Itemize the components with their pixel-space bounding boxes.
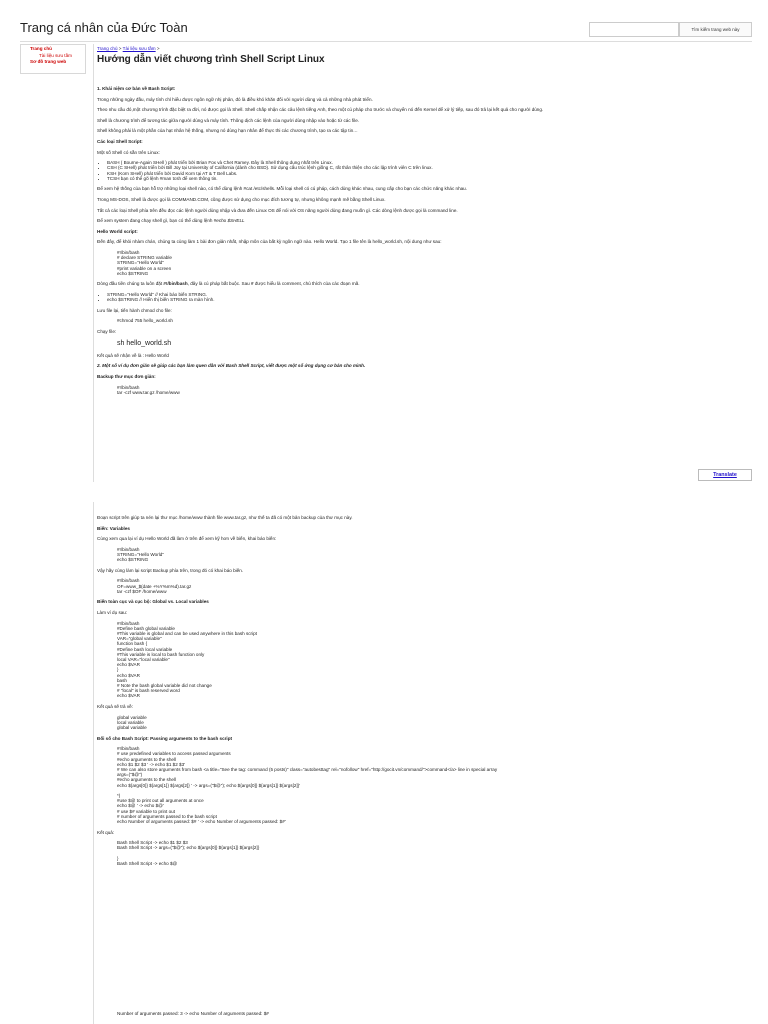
inline-code: # bbox=[251, 281, 254, 287]
code-line: Bash Shell Script -> echo $1 $2 $3 bbox=[117, 840, 188, 846]
code-line: global variable bbox=[117, 725, 147, 730]
code-line: echo $VAR bbox=[117, 672, 140, 678]
code-line: #Define bash local variable bbox=[117, 646, 173, 652]
code-line: # We can also store arguments from bash <a title="See the tag: command (5 posts)" class="autobesttag" rel="nofollow" href="http://gocit.vn/command/">command</a> line in special array bbox=[117, 767, 498, 772]
translate-button[interactable]: Translate bbox=[698, 469, 752, 481]
code-line: *) bbox=[117, 793, 121, 799]
code-block-backup2 bbox=[97, 578, 757, 594]
code-line: #!/bin/bash bbox=[117, 620, 140, 626]
code-block-scope-output bbox=[97, 715, 757, 731]
code-line: args=("$@") bbox=[117, 772, 143, 778]
paragraph: Kết quả sẽ trả về: bbox=[97, 704, 134, 709]
breadcrumb-separator: > bbox=[117, 46, 123, 51]
paragraph bbox=[97, 218, 757, 223]
paragraph: Đến đây, để khỏi nhàm chán, chúng ta cùng làm 1 bài đơn giản nhất, nhập môn của bất kỳ ngôn ngữ nào. Hello World. Tạo 1 file tên là hello_world.sh, nội dung như sau: bbox=[97, 239, 442, 245]
code-line: } bbox=[117, 855, 119, 861]
code-line: #!/bin/bash bbox=[117, 249, 140, 255]
code-block-scope bbox=[97, 621, 757, 699]
site-header bbox=[0, 0, 768, 44]
code-line: } bbox=[117, 667, 119, 673]
code-line: # use predefined variables to access passed arguments bbox=[117, 751, 231, 757]
breadcrumb-home-link[interactable]: Trang chủ bbox=[97, 46, 118, 51]
code-block-last: Number of arguments passed: 3 -> echo Number of arguments passed: $# bbox=[117, 1011, 269, 1016]
code-block-vars bbox=[97, 547, 757, 563]
code-line: #!/bin/bash bbox=[117, 546, 140, 552]
code-line: echo Number of arguments passed: $# ' -> echo Number of arguments passed: $#' bbox=[117, 819, 286, 825]
paragraph: Trong MS-DOS, Shell là được gọi là COMMAND.COM, cũng được sử dụng cho mục đích tương tự, nhưng không mạnh mẽ bằng Shell Linux. bbox=[97, 196, 386, 202]
shell-list bbox=[97, 160, 757, 181]
code-line: OF=www_$(date +%Y%m%d).tar.gz bbox=[117, 583, 192, 589]
code-line: # "local" is bash reserved word bbox=[117, 688, 180, 694]
code-line: echo $STRING bbox=[117, 557, 149, 563]
code-line: STRING="Hello World" bbox=[117, 260, 164, 266]
paragraph: Kết quả sẽ nhận về là : Hello World bbox=[97, 352, 169, 358]
code-line: bash bbox=[117, 677, 127, 683]
code-line: Bash Shell Script -> args=("$@"); echo ${args[0]} ${args[1]} ${args[2]} bbox=[117, 845, 260, 851]
article-body-part2 bbox=[97, 515, 757, 872]
section-heading: Đối số cho Bash Script: Passing arguments to the bash script bbox=[97, 735, 233, 741]
code-line: echo $1 $2 $3 ' -> echo $1 $2 $3' bbox=[117, 761, 186, 767]
sidebar-item-documents[interactable]: Tài liệu sưu tầm bbox=[39, 52, 72, 58]
paragraph-text: Dòng đầu tiên chúng ta luôn đặt bbox=[97, 281, 164, 287]
code-line: echo $VAR bbox=[117, 662, 140, 668]
code-line: echo ${args[0]} ${args[1]} ${args[2]} ' -> args=("$@"); echo ${args[0]} ${args[1]} ${args[2]}' bbox=[117, 782, 301, 788]
sidebar-nav bbox=[20, 44, 86, 74]
code-line: # number of arguments passed to the bash script bbox=[117, 813, 217, 819]
paragraph-text: , đây là cú pháp bắt buộc. Sau bbox=[187, 281, 251, 287]
article-body-tail bbox=[97, 1011, 757, 1022]
search-button[interactable]: Tìm kiếm trang web này bbox=[679, 22, 752, 37]
list-item: • CSH (C SHell) phát triển bởi Bill Joy tại University of California (dành cho BSD). Sử dụng cấu trúc lệnh giống C, rất thân thiện cho các lập trình viên C trên linux. bbox=[107, 165, 757, 170]
code-block-backup bbox=[97, 385, 757, 395]
code-line: echo $STRING bbox=[117, 270, 149, 276]
code-line: #echo arguments to the shell bbox=[117, 777, 176, 783]
paragraph: Cùng xem qua lại ví dụ Hello World đã làm ở trên để xem kỹ hơn về biến, khai báo biến: bbox=[97, 536, 277, 542]
code-line: #print variable on a screen bbox=[117, 265, 172, 271]
content-divider-bottom bbox=[93, 502, 94, 1024]
code-line: global variable bbox=[117, 714, 147, 720]
list-item: • STRING="Hello World" // Khai báo biến STRING. bbox=[107, 292, 757, 297]
list-item: • BASH ( Bourne-Again SHell ) phát triển bởi Brian Fox và Chet Ramey. Đây là Shell thông dụng nhất trên Linux. bbox=[107, 160, 757, 165]
section-heading: Backup thư mục đơn giản: bbox=[97, 374, 156, 380]
code-line: VAR="global variable" bbox=[117, 636, 162, 642]
paragraph: Làm ví dụ sau: bbox=[97, 609, 128, 615]
code-line: local VAR="local variable" bbox=[117, 656, 170, 662]
search-input[interactable] bbox=[589, 22, 679, 37]
code-block-args bbox=[97, 746, 757, 824]
breadcrumb-separator: > bbox=[155, 46, 160, 51]
code-line: echo $@ ' -> echo $@' bbox=[117, 803, 164, 809]
code-line: # use $# variable to print out bbox=[117, 808, 175, 814]
paragraph: Đoạn script trên giúp ta nén lại thư mục /home/www thành file www.tar.gz, như thế ta đã có một bản backup của thư mục này. bbox=[97, 515, 353, 520]
code-line: STRING="Hello World" bbox=[117, 551, 164, 557]
section-heading: 1. Khái niệm cơ bản về Bash Script: bbox=[97, 86, 176, 91]
code-line: #Define bash global variable bbox=[117, 625, 175, 631]
code-block-hello bbox=[97, 250, 757, 276]
breadcrumb-section-link[interactable]: Tài liệu sưu tầm bbox=[122, 46, 156, 51]
code-line: #!/bin/bash bbox=[117, 746, 140, 752]
paragraph: Trong những ngày đầu, máy tính chỉ hiểu được ngôn ngữ nhị phân, đó là điều khó khăn đối với người dùng và cả những nhà phát triển. bbox=[97, 96, 373, 102]
code-line: # declare STRING variable bbox=[117, 255, 172, 261]
list-item: • TCSH bạn có thể gõ lệnh #man tcsh để xem thông tin. bbox=[107, 176, 757, 181]
code-line: #echo arguments to the shell bbox=[117, 756, 176, 762]
code-line: #!/bin/bash bbox=[117, 384, 140, 390]
code-line: #This variable is global and can be used anywhere in this bash script bbox=[117, 630, 257, 636]
code-line: local variable bbox=[117, 719, 144, 725]
paragraph: Lưu file lại, tiến hành chmod cho file: bbox=[97, 307, 172, 313]
paragraph: Theo nhu cầu đó,một chương trình đặc biệt ra đời, nó được gọi là Shell. Shell chấp nhận các câu lệnh tiếng Anh, theo một cú pháp cho trước và chuyển nó đến Kernel để xử lý tiếp, sau đó trả lại kết quả cho người dùng. bbox=[97, 107, 544, 113]
paragraph: Shell không phải là một phần của hạt nhân hệ thống, nhưng nó dùng hạn nhân để thực thi các chương trình, tạo ra các tập tin… bbox=[97, 128, 358, 134]
code-block-run: sh hello_world.sh bbox=[117, 339, 172, 347]
page-title: Hướng dẫn viết chương trình Shell Script Linux bbox=[97, 54, 325, 65]
code-line: echo $VAR bbox=[117, 693, 140, 699]
hello-notes-list bbox=[97, 292, 757, 302]
list-item: • KSH (Korn SHell) phát triển bởi David Korn tại AT & T Bell Labs. bbox=[107, 171, 757, 176]
paragraph-text: Để xem system đang chạy shell gì, bạn có thể dùng lệnh bbox=[97, 218, 214, 224]
code-block-chmod: #chmod 755 hello_world.sh bbox=[117, 318, 173, 324]
code-line: tar -czf $OF /home/www bbox=[117, 588, 167, 594]
paragraph: Kết quả: bbox=[97, 829, 115, 835]
section-heading: Biến: Variables bbox=[97, 525, 130, 531]
code-line: #use $@ to print out all arguments at once bbox=[117, 798, 204, 804]
sidebar-item-home[interactable]: Trang chủ bbox=[30, 46, 52, 51]
section-heading: Biến toàn cục và cục bộ: Global vs. Local variables bbox=[97, 599, 209, 605]
inline-code: #!/bin/bash bbox=[163, 281, 188, 287]
section-heading: Hello World script: bbox=[97, 228, 138, 234]
paragraph: Để xem hệ thống của bạn hỗ trợ những loại shell nào, có thể dùng lệnh #cat /etc/shells. Mỗi loại shell có cú pháp, cách dùng khác nhau, cung cấp cho bạn các chức năng khác nhau. bbox=[97, 186, 468, 192]
list-item: • echo $STRING // Hiển thị biến STRING ra màn hình. bbox=[107, 297, 757, 302]
paragraph: Một số Shell có sẵn trên Linux: bbox=[97, 149, 160, 155]
paragraph: Tất cả các loại Shell phía trên đều đọc các lệnh người dùng nhập và đưa đến Linux OS để nói với OS năng người dùng đang muốn gì. Các dòng lệnh được gọi là command line. bbox=[97, 207, 458, 213]
code-line: # Note the bash global variable did not change bbox=[117, 683, 212, 688]
code-line: tar -czf www.tar.gz /home/www bbox=[117, 389, 180, 395]
code-block-args-output bbox=[97, 840, 757, 866]
paragraph: Chạy file: bbox=[97, 328, 117, 334]
inline-command: #echo $SHELL bbox=[213, 218, 245, 224]
site-title[interactable]: Trang cá nhân của Đức Toàn bbox=[20, 20, 188, 35]
header-divider bbox=[20, 41, 752, 42]
content-divider-top bbox=[93, 44, 94, 482]
article-body-part1 bbox=[97, 86, 757, 400]
paragraph: Vậy hãy cùng làm lại script Backup phía trên, trong đó có khai báo biến. bbox=[97, 567, 244, 573]
section-heading: Các loại Shell Script: bbox=[97, 138, 143, 144]
paragraph bbox=[97, 281, 757, 286]
code-line: function bash { bbox=[117, 641, 148, 647]
code-line: Bash Shell Script -> echo $@ bbox=[117, 861, 178, 867]
paragraph: Shell là chương trình để tương tác giữa người dùng và máy tính. Thông dịch các lệnh của người dùng nhập vào hoặc từ các file. bbox=[97, 117, 360, 123]
paragraph-text: được hiểu là comment, chú thích của các đoạn mã. bbox=[253, 281, 360, 287]
code-line: #This variable is local to bash function only bbox=[117, 651, 205, 657]
breadcrumb bbox=[97, 46, 160, 51]
sidebar-item-sitemap[interactable]: Sơ đồ trang web bbox=[30, 59, 67, 65]
section-heading: 2. Một số ví dụ đơn giản sẽ giúp các bạn làm quen dần với Bash Shell Script, viết được một số ứng dụng cơ bản cho mình. bbox=[97, 363, 366, 369]
code-line: #!/bin/bash bbox=[117, 578, 140, 584]
